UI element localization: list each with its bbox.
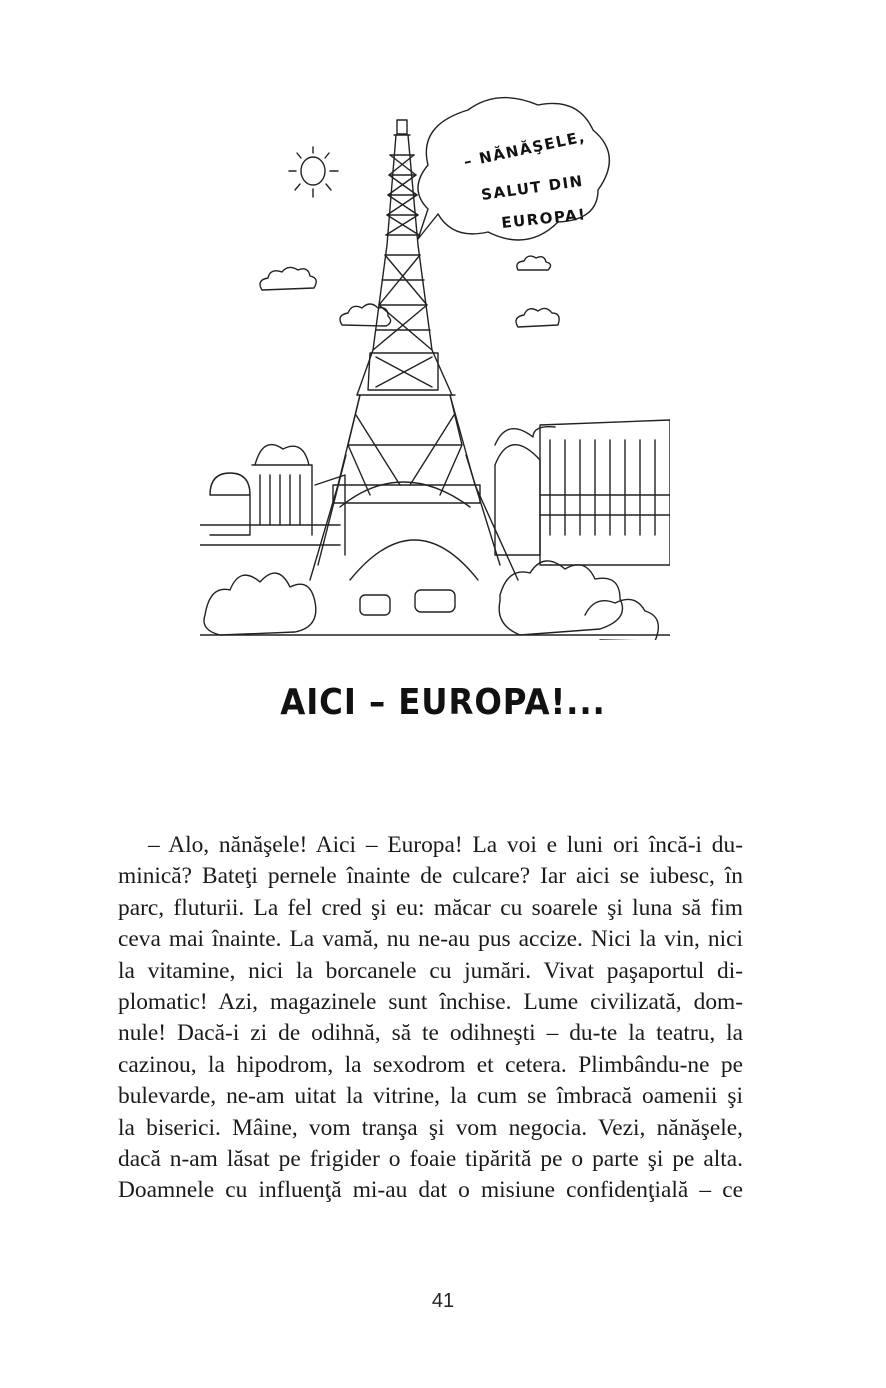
trees-foreground [200,561,670,640]
text-line: bulevarde, ne-am uitat la vitrine, la cum se îmbracă oamenii şi [118,1083,743,1110]
text-line: la biserici. Mâine, vom tranşa şi vom negocia. Vezi, nănăşele, [118,1114,743,1141]
page-number: 41 [431,1290,455,1312]
cloud-icon [517,256,551,270]
cloud-icon [340,304,391,326]
body-paragraph [118,830,743,1207]
speech-bubble-line-1: – NĂNĂŞELE, [462,127,588,171]
sun-icon [289,147,338,197]
chapter-title: AICI – EUROPA!... [280,682,606,723]
cloud-icon [516,308,559,327]
speech-bubble-line-2: SALUT DIN [480,171,585,204]
speech-bubble-line-3: EUROPA! [500,205,588,232]
text-line: la vitamine, nici la borcanele cu jumări. Vivat paşaportul di- [118,957,743,984]
text-line: cazinou, la hipodrom, la sexodrom et cetera. Plimbându-ne pe [118,1051,743,1078]
text-line: Doamnele cu influenţă mi-au dat o misiune confidenţială – ce [118,1177,743,1204]
eiffel-tower-illustration [200,95,670,640]
text-line: ceva mai înainte. La vamă, nu ne-au pus accize. Nici la vin, nici [118,926,743,953]
buildings-right [495,420,670,565]
text-line: plomatic! Azi, magazinele sunt închise. Lume civilizată, dom- [118,989,743,1016]
cloud-icon [260,267,316,290]
text-line: nule! Dacă-i zi de odihnă, să te odihneşti – du-te la teatru, la [118,1020,743,1047]
text-line: parc, fluturii. La fel cred şi eu: măcar cu soarele şi luna să fim [118,894,743,921]
text-line: – Alo, nănăşele! Aici – Europa! La voi e luni ori încă-i du- [148,832,743,858]
text-line: minică? Bateţi pernele înainte de culcare? Iar aici se iubesc, în [118,863,743,890]
buildings-left [200,445,345,555]
text-line: dacă n-am lăsat pe frigider o foaie tipărită pe o parte şi pe alta. [118,1146,743,1173]
